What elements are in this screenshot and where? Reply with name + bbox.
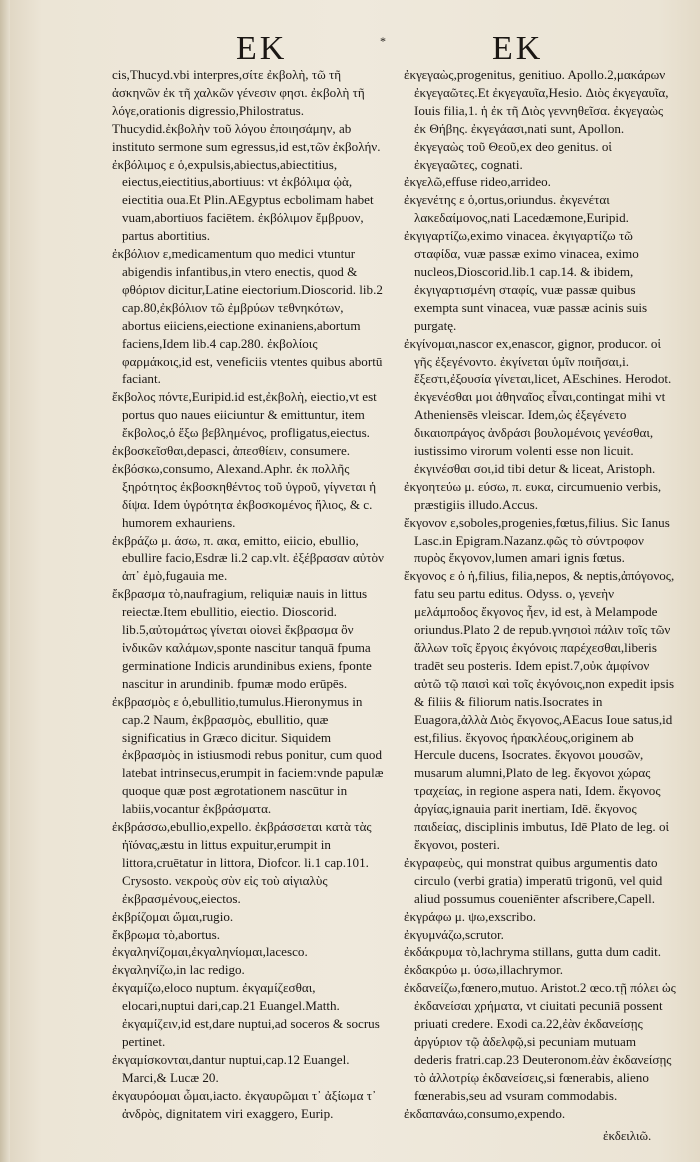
dictionary-entry: ἐκγαληνίζομαι,ἐκγαληνίομαι,lacesco.	[112, 944, 308, 960]
dictionary-entry: ἐκγυμνάζω,scrutor.	[404, 926, 504, 942]
dictionary-entry: ἐκβόλιον ε,medicamentum quo medici vtuntur abigendis infantibus,in vtero enectis, quod & φθόριον dicitur,Latine eiectorium.Dioscorid. lib.2 cap.80,ἐκβόλιον τῶ ἐμβρύων τεθνηκότων, abortus eiiciens,eiectione exinaniens,abortum faciens,Idem lib.4 cap.280. ἐκβολίοις φαρμάκοις,id est, veneficiis vtentes quibus abortū faciant.	[112, 246, 383, 387]
dictionary-entry: ἔκγονος ε ὁ ἡ,filius, filia,nepos, & neptis,ἀπόγονος, fatu seu partu editus. Odyss. ο, γενεὴν μελάμποδος ἔκγονος ἦεν, id est, à Melampode oriundus.Plato 2 de repub.γνησιοὶ πάλιν τοῖς τῶν ἄλλων τοῖς ἔργοις ἐκγόνοις παρέχεσθαι,liberis tradēt seu posteris. Idem epist.7,οὐκ ἀμφίνον αὐτῶ τῷ παισὶ καὶ τοῖς ἐκγόνοις,non expedit ipsis & filiis & filiorum natis.Isocrates in Euagora,ἀλλὰ Διὸς ἔκγονος,AEacus Ioue satus,id est,filius. ἔκγονος ἡρακλέους,originem ab Hercule ducens, Isocrates. ἔκγονοι μουσῶν, musarum alumni,Plato de leg. ἔκγονοι χώρας τραχείας, in regione aspera nati, Idem. ἔκγονος ἀργίας,ignauia parit inertiam, Idē. ἔκγονος παιδείας, disciplinis imbutus, Idē Plato de leg. οἱ ἔκγονοι, posteri.	[404, 568, 675, 852]
dictionary-entry: ἐκγοητεύω μ. εύσω, π. ευκα, circumuenio verbis, præstigiis illudo.Accus.	[404, 478, 662, 512]
dictionary-entry: ἐκγραφεὺς, qui monstrat quibus argumentis dato circulo (verbi gratia) imperatū trigonū, vel quid aliud possumus coueniēnter afscribere,Capell.	[404, 854, 663, 906]
running-header	[0, 30, 700, 70]
dictionary-entry: ἐκδάκρυμα τὸ,lachryma stillans, gutta dum cadit.	[404, 944, 662, 960]
dictionary-entry: ἔκβρασμα τὸ,naufragium, reliquiæ nauis in littus reiectæ.Item ebullitio, eiectio. Dioscorid. lib.5,αὐτομάτως γίνεται οἱονεὶ ἔκβρασμα ὂν ἰνδικῶν καλάμων,sponte nascitur tanquā fpuma germinatione Indicis arundinibus exiens, fponte nascitur in arundinib. fpumæ modo erūpēs.	[112, 586, 372, 691]
dictionary-entry: ἐκβόλιμος ε ὁ,expulsis,abiectus,abiectitius, eiectus,eiectitius,abortiuus: vt ἐκβόλιμα ᾠὰ, eiectitia oua.Et Plin.AEgyptus ecbolimam habet vuam,abortiuos faciētem. ἐκβόλιμον ἔμβρυον, partus abortitius.	[112, 156, 374, 244]
dictionary-entry: ἐκγελῶ,effuse rideo,arrideo.	[404, 174, 551, 190]
dictionary-entry: ἐκβρίζομαι ὤμαι,rugio.	[112, 908, 234, 924]
dictionary-entry: ἐκγαυρόομαι ὦμαι,iacto. ἐκγαυρῶμαι τ᾽ ἀξίωμα τ᾽ ἀνδρὸς, dignitatem viri exaggero, Eurip.	[112, 1087, 377, 1121]
dictionary-entry: ἐκβοσκεῖσθαι,depasci, ἀπεσθίειν, consumere.	[112, 443, 351, 459]
catchword: ἐκδειλιῶ.	[603, 1128, 652, 1143]
dictionary-entry: ἐκβρασμὸς ε ὁ,ebullitio,tumulus.Hieronymus in cap.2 Naum, ἐκβρασμὸς, ebullitio, quæ significatius in Græco dicitur. Siquidem ἐκβρασμὸς in istiusmodi rebus ponitur, cum quod latebat intrinsecus,erumpit in faciem:vnde papulæ quoque quæ post ægrotationem nascūtur in labiis,vocantur ἐκβράσματα.	[112, 693, 384, 817]
dictionary-entry: ἐκγαληνίζω,in lac redigo.	[112, 962, 245, 978]
dictionary-entry: ἐκγίνομαι,nascor ex,enascor, gignor, producor. οἱ γῆς ἐξεγένοντο. ἐκγίνεται ὑμῖν ποιῆσαι,i. ἔξεστι,ἐξουσία γίνεται,licet, AEschines. Herodot. ἐκγενέσθαι μοι ἀθηναῖος εἶναι,contingat mihi vt Atheniensēs vleiscar. Idem,ὡς ἐξεγένετο δικαιοπράγος ἀνδράσι βουλομένοις γενέσθαι, iustissimo virorum volenti esse non licuit. ἐκγινέσθαι σοι,id tibi detur & liceat, Aristoph.	[404, 335, 672, 476]
dictionary-entry: ἐκδανείζω,fœnero,mutuo. Aristot.2 œco.τῇ πόλει ὡς ἐκδανείσαι χρήματα, vt ciuitati pecuniā possent priuati credere. Exodi ca.22,ἐὰν ἐκδανείσῃς ἀργύριον τῷ ἀδελφῷ,si pecuniam mutuam dederis fratri.cap.23 Deuteronom.ἐὰν ἐκδανείσῃς τὸ ἀλλοτρίῳ ἐκδανείσεις,si fœnerabis, alieno fœnerabis,seu ad vsuram commodabis.	[404, 980, 676, 1103]
dictionary-entry: ἐκβράζω μ. άσω, π. ακα, emitto, eiicio, ebullio, ebullire facio,Esdræ li.2 cap.vlt. ἐξέβρασαν αὐτὸν ἀπ᾽ ἐμὸ,fugauia me.	[112, 532, 384, 584]
header-mark: *	[380, 34, 386, 48]
dictionary-entry: ἐκγράφω μ. ψω,exscribo.	[404, 908, 537, 924]
dictionary-entry: ἐκγενέτης ε ὁ,ortus,oriundus. ἐκγενέται λακεδαίμονος,nati Lacedæmone,Euripid.	[404, 192, 629, 226]
left-column	[112, 66, 384, 1122]
dictionary-entry: ἐκγαμίσκονται,dantur nuptui,cap.12 Euangel. Marci,& Lucæ 20.	[112, 1051, 350, 1085]
dictionary-entry: ἐκγεγαὼς,progenitus, genitiuo. Apollo.2,μακάρων ἐκγεγαῶτες.Et ἐκγεγαυῖα,Hesio. Διὸς ἐκγεγαυῖα, Iouis filia,1. ἡ ἐκ τῆ Διὸς γεννηθεῖσα. ἐκγεγαὼς ἐκ Θήβης. ἐκγεγάασι,nati sunt, Apollon. ἐκγεγαὼς τοῦ Θεοῦ,ex deo genitus. οἱ ἐκγεγαῶτες, cognati.	[404, 67, 669, 172]
dictionary-entry: ἐκδαπανάω,consumo,expendo.	[404, 1105, 566, 1121]
dictionary-entry: ἔκβολος πόντε,Euripid.id est,ἐκβολὴ, eiectio,vt est portus quo naues eiiciuntur & emittuntur, item ἔκβολος,ὁ ἔξω βεβλημένος, profligatus,eiectus.	[112, 389, 377, 441]
dictionary-entry: ἐκγιγαρτίζω,eximo vinacea. ἐκγιγαρτίζω τῶ σταφίδα, vuæ passæ eximo vinacea, eximo nucleos,Dioscorid.lib.1 cap.14. & ibidem, ἐκγιγαρτισμένη σταφίς, vuæ passæ quibus exempta sunt vinacea, vuæ passæ acinis suis purgatę.	[404, 228, 648, 333]
right-column	[404, 66, 676, 1122]
dictionary-entry: ἐκδακρύω μ. ύσω,illachrymor.	[404, 962, 563, 978]
page-edge-shadow	[0, 0, 10, 1162]
header-letters-right: EK	[492, 30, 544, 67]
dictionary-entry: ἔκγονον ε,soboles,progenies,fœtus,filius. Sic Ianus Lasc.in Epigram.Nazanz.φῶς τὸ σύντροφον πυρὸς ἔκγονον,lumen amari ignis fœtus.	[404, 514, 670, 566]
dictionary-entry: ἐκβόσκω,consumo, Alexand.Aphr. ἐκ πολλῆς ξηρότητος ἐκβοσκηθέντος τοῦ ὑγροῦ, γίγνεται ἡ δίψα. Idem ὑγρότητα ἐκβοσκομένος ἥλιος, & c. humorem exhauriens.	[112, 460, 377, 530]
dictionary-entry: ἐκγαμίζω,eloco nuptum. ἐκγαμίζεσθαι, elocari,nuptui dari,cap.21 Euangel.Matth. ἐκγαμίζειν,id est,dare nuptui,ad soceros & socrus pertinet.	[112, 980, 380, 1049]
dictionary-entry: cis,Thucyd.vbi interpres,σίτε ἐκβολὴ, τῶ τῆ ἀσκηνῶν ἐκ τῆ χαλκῶν γένεσιν φησι. ἐκβολὴ τῆ λόγε,orationis digressio,Philostratus. Thucydid.ἐκβολὴν τοῦ λόγου ἐποιησάμην, ab instituto sermone sum egressus,id est,τῶν ἐκβολήν.	[112, 67, 381, 154]
dictionary-entry: ἔκβρωμα τὸ,abortus.	[112, 926, 220, 942]
dictionary-entry: ἐκβράσσω,ebullio,expello. ἐκβράσσεται κατὰ τὰς ἠϊόνας,æstu in littus expuitur,erumpit in littora,cruētatur in littora, Diofcor. li.1 cap.101. Crysosto. νεκροὺς σὺν εἰς τοὺ αἰγιαλὺς ἐκβρασμένους,eiectos.	[112, 819, 372, 906]
header-letters-left: EK	[236, 30, 288, 67]
